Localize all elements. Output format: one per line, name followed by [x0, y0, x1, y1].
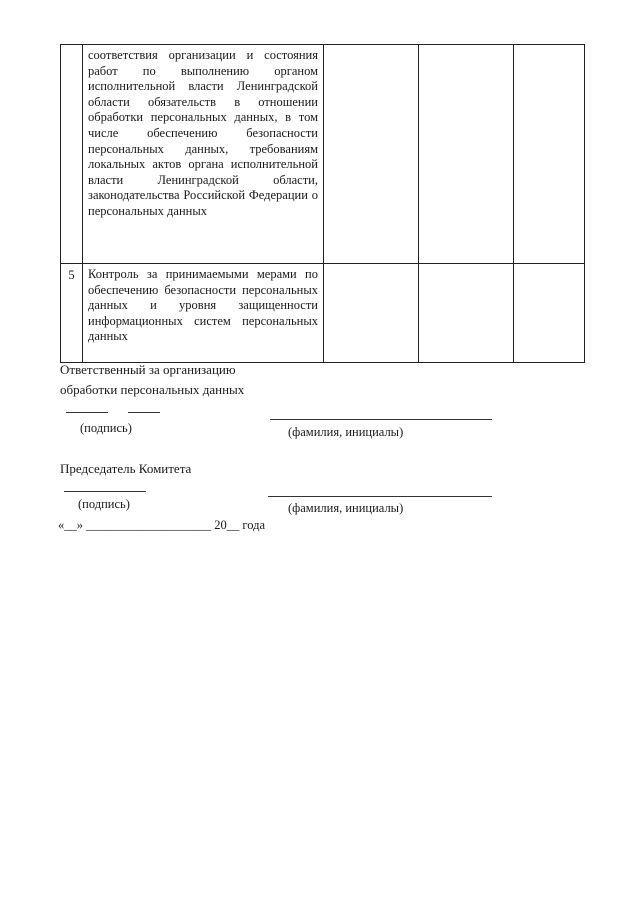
name-caption: (фамилия, инициалы)	[288, 501, 404, 515]
empty-cell	[514, 45, 585, 264]
chairman-label: Председатель Комитета	[60, 461, 192, 476]
signature-line	[66, 412, 108, 413]
row-number: 5	[61, 264, 83, 363]
empty-cell	[514, 264, 585, 363]
signature-caption: (подпись)	[78, 497, 130, 511]
date-line: «__» ____________________ 20__ года	[58, 518, 265, 532]
name-line	[270, 419, 492, 420]
empty-cell	[324, 45, 419, 264]
name-caption: (фамилия, инициалы)	[288, 425, 404, 439]
table-row	[61, 264, 585, 363]
control-table	[60, 44, 585, 363]
signature-line	[64, 491, 146, 492]
empty-cell	[419, 45, 514, 264]
row-text: Контроль за принимаемыми мерами по обеспечению безопасности персональных данных и уровня защищенности информационных систем персональных данных	[83, 264, 324, 363]
name-line	[268, 496, 492, 497]
table-row	[61, 45, 585, 264]
signature-caption: (подпись)	[80, 421, 132, 435]
responsible-label-line2: обработки персональных данных	[60, 382, 245, 397]
row-text: соответствия организации и состояния работ по выполнению органом исполнительной власти Ленинградской области обязательств в отношении обработки персональных данных, в том числе обеспечению безопасности персональных данных, требованиям локальных актов органа исполнительной власти Ленинградской области, законодательства Российской Федерации о персональных данных	[83, 45, 324, 264]
empty-cell	[419, 264, 514, 363]
row-number	[61, 45, 83, 264]
responsible-label-line1: Ответственный за организацию	[60, 362, 236, 377]
signature-line	[128, 412, 160, 413]
empty-cell	[324, 264, 419, 363]
